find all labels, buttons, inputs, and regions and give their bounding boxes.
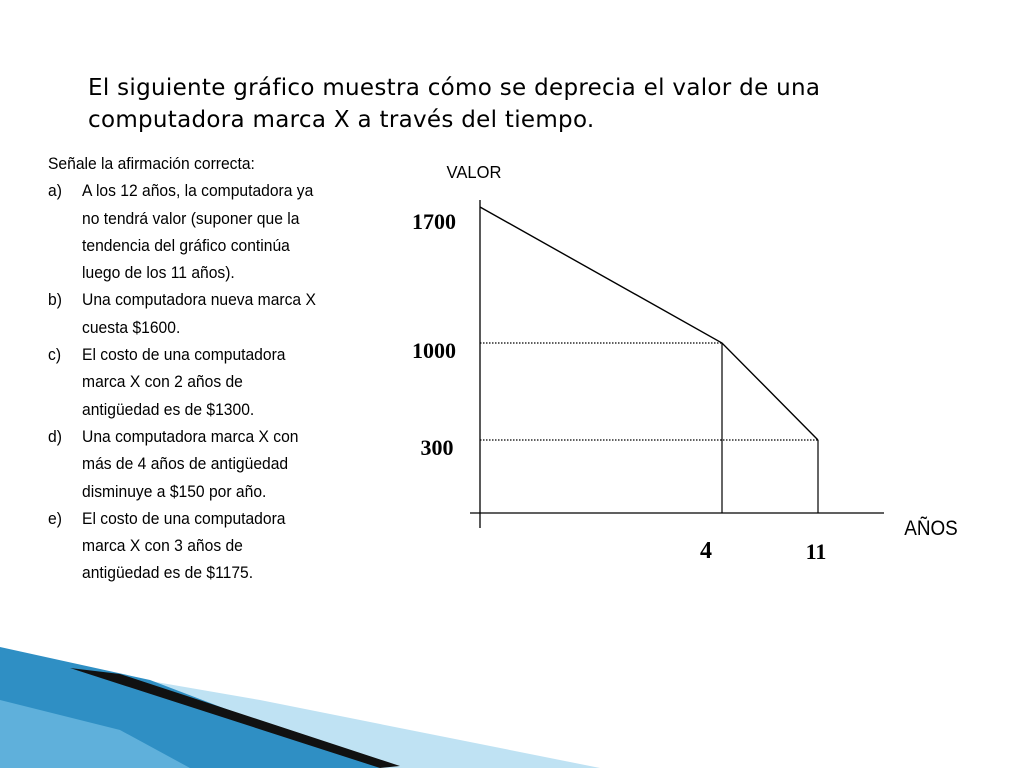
option-text: El costo de una computadora marca X con 2 años de antigüedad es de $1300.: [82, 345, 286, 419]
y-tick-label: 1000: [412, 338, 456, 363]
option-letter: d): [48, 426, 62, 446]
x-axis-label: AÑOS: [904, 517, 958, 541]
option-text: Una computadora nueva marca X cuesta $1600.: [82, 290, 316, 337]
y-tick-label: 1700: [412, 209, 456, 234]
option-letter: e): [48, 508, 62, 528]
y-axis-label: VALOR: [446, 161, 502, 183]
slide-title: El siguiente gráfico muestra cómo se deprecia el valor de una computadora marca X a través del tiempo.: [88, 75, 821, 133]
y-tick-label: 300: [420, 435, 454, 460]
question-lead: Señale la afirmación correcta:: [48, 154, 255, 173]
option-text: A los 12 años, la computadora ya no tendrá valor (suponer que la tendencia del gráfico continúa luego de los 11 años).: [82, 181, 314, 283]
x-tick-label: 11: [805, 539, 827, 564]
option-letter: a): [48, 181, 62, 201]
option-text: El costo de una computadora marca X con 3 años de antigüedad es de $1175.: [82, 508, 286, 583]
x-tick-label: 4: [700, 538, 712, 564]
option-letter: b): [48, 290, 62, 310]
option-text: Una computadora marca X con más de 4 años de antigüedad disminuye a $150 por año.: [82, 426, 299, 501]
option-letter: c): [48, 345, 62, 365]
